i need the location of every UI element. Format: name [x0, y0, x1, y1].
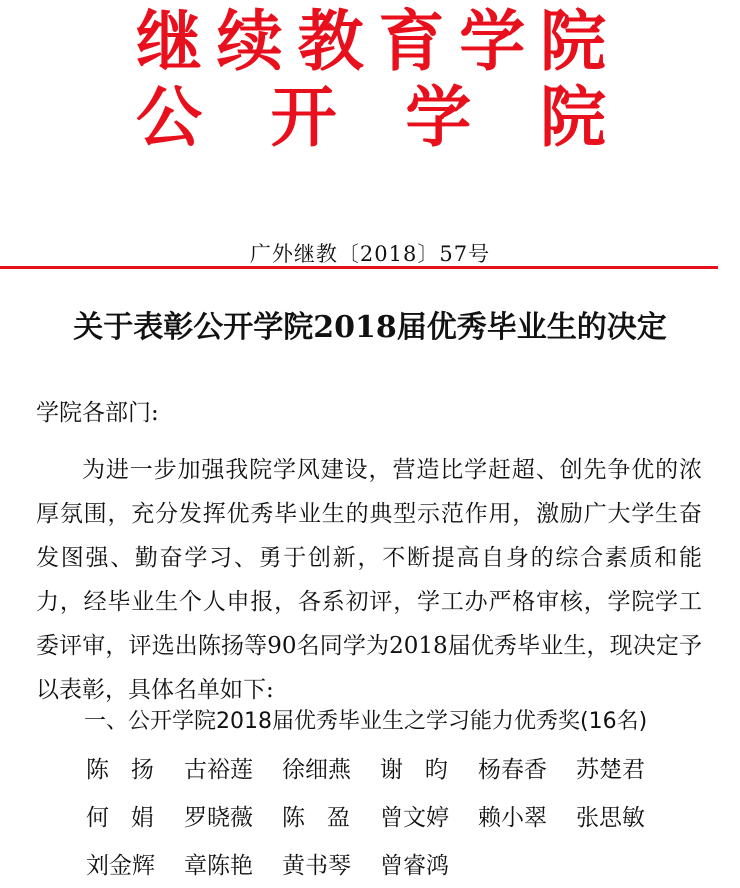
document-number: 广外继教〔2018〕57号 — [249, 242, 491, 266]
body-paragraph: 为进一步加强我院学风建设，营造比学赶超、创先争优的浓厚氛围，充分发挥优秀毕业生的典型示范作用，激励广大学生奋发图强、勤奋学习、勇于创新，不断提高自身的综合素质和能力，经毕业生个人申报，各系初评，学工办严格审核，学院学工委评审，评选出陈扬等90名同学为2018届优秀毕业生，现决定予以表彰，具体名单如下: — [36, 457, 702, 703]
header-line-2-char: 学 — [405, 79, 472, 156]
header-line-1-char: 继 — [136, 3, 202, 80]
awardee-name: 古裕莲 — [184, 757, 253, 783]
header-line-1-char: 续 — [216, 3, 283, 80]
awardee-name-list — [86, 748, 706, 888]
awardee-name: 刘金辉 — [86, 853, 155, 879]
header-line-1-char: 院 — [539, 3, 606, 80]
awardee-name: 苏楚君 — [576, 757, 645, 783]
awardee-name: 徐细燕 — [282, 757, 351, 783]
header-line-2-char: 开 — [270, 79, 337, 156]
header-line-1-char: 教 — [297, 3, 364, 80]
awardee-name: 何 娟 — [86, 805, 154, 831]
awardee-name: 陈 扬 — [86, 757, 154, 783]
awardee-name: 陈 盈 — [282, 805, 350, 831]
awardee-name: 曾文婷 — [380, 805, 449, 831]
awardee-name: 谢 昀 — [380, 757, 448, 783]
header-line-1-char: 育 — [378, 3, 445, 80]
salutation: 学院各部门: — [36, 400, 159, 426]
header-line-2-char: 院 — [539, 79, 606, 156]
awardee-name: 张思敏 — [576, 805, 645, 831]
header-line-1-char: 学 — [459, 3, 526, 80]
awardee-name: 黄书琴 — [282, 853, 351, 879]
awardee-name: 章陈艳 — [184, 853, 253, 879]
header-line-2-char: 公 — [136, 79, 202, 156]
red-divider-line — [0, 266, 718, 269]
awardee-name: 罗晓薇 — [184, 805, 253, 831]
section-heading: 一、公开学院2018届优秀毕业生之学习能力优秀奖(16名) — [84, 709, 648, 734]
awardee-name: 赖小翠 — [478, 805, 547, 831]
header-org-line-1 — [136, 3, 606, 80]
awardee-name: 杨春香 — [478, 757, 547, 783]
awardee-name: 曾睿鸿 — [380, 853, 449, 879]
header-org-line-2 — [136, 79, 606, 156]
document-title: 关于表彰公开学院2018届优秀毕业生的决定 — [73, 310, 667, 345]
